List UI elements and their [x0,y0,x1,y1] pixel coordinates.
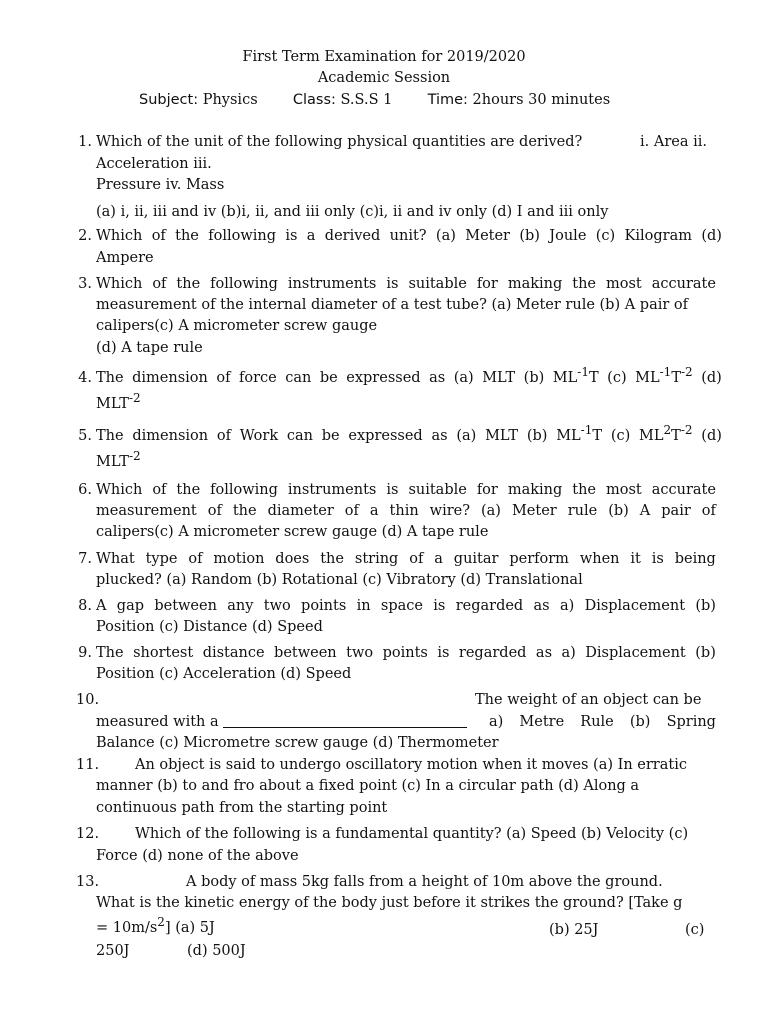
q6-word: measurement [96,503,197,519]
q3-word: following [210,276,278,292]
q6-word: of [207,503,222,519]
q8-word: space [380,598,423,614]
q6-word: of [344,503,359,519]
q3-word: Which [96,276,143,292]
q8-word: between [154,598,217,614]
q8-word: regarded [455,598,524,614]
q7-word: is [651,551,664,567]
q5-word: can [286,428,313,444]
q2-word: a [306,228,316,244]
q6-word: instruments [287,482,377,498]
q4-word: (b) [523,370,545,386]
q8-word: (b) [695,598,716,614]
q13-opt-b: (b) 25J [549,922,599,938]
q6-word: for [476,482,498,498]
q6-word: Meter [511,503,557,519]
q4-line2: $MLT^{-2}$ [96,391,141,412]
q3-word: the [572,276,597,292]
q4-word: can [285,370,312,386]
q7-word: of [409,551,424,567]
q6-word: a [369,503,379,519]
q3-line1 [96,274,716,294]
q4-opt-c: $ML^{-1}T^{-2}$ [635,365,693,386]
q7-word: when [579,551,620,567]
q6-word: of [701,503,716,519]
q6-word: is [386,482,399,498]
q10-line1: The weight of an object can be [475,692,702,708]
q6-word: accurate [651,482,716,498]
q6-word: Which [96,482,143,498]
q3-word: accurate [651,276,716,292]
q7-word: motion [213,551,265,567]
q5-line2: $MLT^{-2}$ [96,449,141,470]
q9-word: Displacement [585,645,686,661]
q4-word: dimension [132,370,208,386]
q5-word: expressed [348,428,423,444]
q13-number: 13. [76,874,100,890]
q3-word: suitable [408,276,467,292]
q6-word: pair [661,503,691,519]
q8-word: a) [559,598,575,614]
q10-word: (b) [629,714,651,730]
q7-word: a [434,551,443,567]
q2-word: unit? [389,228,427,244]
q7-line1 [96,549,716,569]
q8-word: Displacement [584,598,686,614]
q10-line3: Balance (c) Micrometre screw gauge (d) Thermometer [96,735,499,751]
academic-session: Academic Session [317,70,451,86]
q6-word: (b) [608,503,629,519]
q8-word: any [227,598,254,614]
q6-word: diameter [267,503,334,519]
q8-word: is [433,598,446,614]
q2-word: (d) [701,228,722,244]
q3-word: instruments [287,276,377,292]
q13-opt-d: (d) 500J [187,943,246,959]
q6-word: (a) [481,503,501,519]
q9-number: 9. [78,645,92,661]
subject-key: Subject: [139,92,199,108]
q6-line2 [96,501,716,521]
q8-line2: Position (c) Distance (d) Speed [96,619,323,635]
q9-word: two [346,645,374,661]
q5-opt-c: $ML^2T^{-2}$ [639,423,693,444]
q10-line2-start: measured with a [96,712,467,732]
q6-word: thin [389,503,419,519]
q10-word: Spring [666,714,716,730]
q5-word: (b) [526,428,548,444]
q2-word: Kilogram [624,228,692,244]
q3-word: is [386,276,399,292]
q2-number: 2. [78,228,92,244]
q11-line1: An object is said to undergo oscillatory motion when it moves (a) In erratic [135,757,687,773]
q9-word: shortest [133,645,194,661]
q3-line2: measurement of the internal diameter of a test tube? (a) Meter rule (b) A pair of [96,297,689,313]
q9-word: between [274,645,337,661]
q5-word: dimension [132,428,209,444]
q9-word: as [535,645,553,661]
q10-word: Rule [580,714,614,730]
q4-word: expressed [346,370,421,386]
q8-word: gap [116,598,145,614]
q5-word: (a) [456,428,477,444]
q9-line1 [96,643,716,663]
q13-line2: What is the kinetic energy of the body just before it strikes the ground? [Take g [96,895,683,911]
q8-word: two [263,598,291,614]
q2-word: the [175,228,199,244]
q4-number: 4. [78,370,92,386]
q6-line1 [96,480,716,500]
q6-word: following [210,482,278,498]
q9-word: The [96,645,124,661]
q7-word: the [320,551,344,567]
q5-number: 5. [78,428,92,444]
q5-opt-d-label: (d) [701,428,722,444]
q4-opt-d-label: (d) [701,370,722,386]
q3-line3: calipers(c) A micrometer screw gauge [96,318,378,334]
subject-value: Physics [202,92,258,108]
q2-word: (a) [435,228,456,244]
q7-word: What [96,551,135,567]
q1-line3: Pressure iv. Mass [96,177,225,193]
q6-word: the [572,482,597,498]
q6-word: rule [567,503,598,519]
q2-line1 [96,226,722,246]
q12-number: 12. [76,826,100,842]
q6-word: the [232,503,257,519]
q4-word: be [319,370,338,386]
q6-word: suitable [408,482,467,498]
q3-word: for [476,276,498,292]
q4-word: The [96,370,124,386]
q4-word: MLT [482,370,516,386]
q10-answer-blank [223,713,467,728]
q1-number: 1. [78,134,92,150]
q12-line2: Force (d) none of the above [96,848,299,864]
q9-line2: Position (c) Acceleration (d) Speed [96,666,352,682]
q7-word: type [145,551,178,567]
q8-word: points [301,598,347,614]
q5-opt-b: $ML^{-1}T$ [556,423,603,444]
q6-word: most [606,482,642,498]
q13-line3: = $10m/s^2$] (a) 5J [96,915,215,936]
q11-line2: manner (b) to and fro about a fixed point (c) In a circular path (d) Along a [96,778,640,794]
q9-word: distance [202,645,265,661]
q13-line1: A body of mass 5kg falls from a height of 10m above the ground. [186,874,663,890]
q5-word: be [321,428,340,444]
q10-line2-options [489,712,716,732]
q2-word: Which [96,228,143,244]
q3-word: of [152,276,167,292]
q1-line1: Which of the unit of the following physical quantities are derived? [96,134,583,150]
q7-word: being [674,551,716,567]
q2-line2: Ampere [96,250,154,266]
q7-word: does [275,551,310,567]
q4-word: as [429,370,446,386]
q6-line3: calipers(c) A micrometer screw gauge (d) A tape rule [96,524,489,540]
q12-line1: Which of the following is a fundamental quantity? (a) Speed (b) Velocity (c) [135,826,689,842]
q10-word: a) [489,714,504,730]
q9-word: is [437,645,450,661]
q7-word: perform [509,551,569,567]
q2-word: (c) [595,228,616,244]
q1-options: (a) i, ii, iii and iv (b)i, ii, and iii only (c)i, ii and iv only (d) I and iii only [96,204,609,220]
class-key: Class: [292,92,336,108]
q9-word: (b) [695,645,716,661]
q11-number: 11. [76,757,100,773]
q13-opt-c-value: 250J [96,943,130,959]
q3-word: the [176,276,201,292]
q3-line4: (d) A tape rule [96,340,203,356]
q1-line1-options: i. Area ii. [640,134,707,150]
q8-word: in [356,598,371,614]
q2-word: following [208,228,277,244]
q6-number: 6. [78,482,92,498]
q5-word: as [431,428,448,444]
q7-number: 7. [78,551,92,567]
q2-word: (b) [519,228,540,244]
q4-word: (a) [453,370,474,386]
q8-line1 [96,596,716,616]
q4-line1 [96,365,722,388]
q6-word: the [176,482,201,498]
class-value: S.S.S 1 [340,92,393,108]
q5-word: of [216,428,231,444]
q8-number: 8. [78,598,92,614]
q7-word: it [630,551,641,567]
q4-opt-b: $ML^{-1}T$ [552,365,599,386]
q9-word: points [382,645,428,661]
time-key: Time: [427,92,468,108]
q2-word: of [151,228,166,244]
q4-word: of [216,370,231,386]
q5-word: Work [239,428,279,444]
q7-word: string [354,551,399,567]
q6-word: wire? [429,503,471,519]
q7-word: guitar [453,551,499,567]
q1-line2: Acceleration iii. [96,156,212,172]
q5-word: The [96,428,124,444]
q5-opt-c-label: (c) [610,428,631,444]
q4-word: force [239,370,277,386]
q13-opt-c-label: (c) [685,922,705,938]
exam-title: First Term Examination for 2019/2020 [242,49,526,65]
q2-word: is [285,228,298,244]
q2-word: derived [324,228,381,244]
q9-word: regarded [458,645,527,661]
q9-word: a) [561,645,576,661]
q10-word: Metre [519,714,565,730]
q7-line2: plucked? (a) Random (b) Rotational (c) Vibratory (d) Translational [96,572,583,588]
q6-word: of [152,482,167,498]
q5-line1 [96,423,722,446]
q10-number: 10. [76,692,100,708]
time-value: 2hours 30 minutes [472,92,611,108]
q3-number: 3. [78,276,92,292]
q4-opt-c-label: (c) [607,370,627,386]
q2-word: Joule [549,228,587,244]
q6-word: making [507,482,563,498]
q3-word: making [507,276,563,292]
exam-meta-row [139,90,610,110]
q7-word: of [188,551,203,567]
q3-word: most [606,276,642,292]
q5-word: MLT [485,428,519,444]
q11-line3: continuous path from the starting point [96,800,388,816]
q8-word: A [96,598,107,614]
q6-word: A [639,503,651,519]
q8-word: as [533,598,550,614]
q2-word: Meter [465,228,510,244]
